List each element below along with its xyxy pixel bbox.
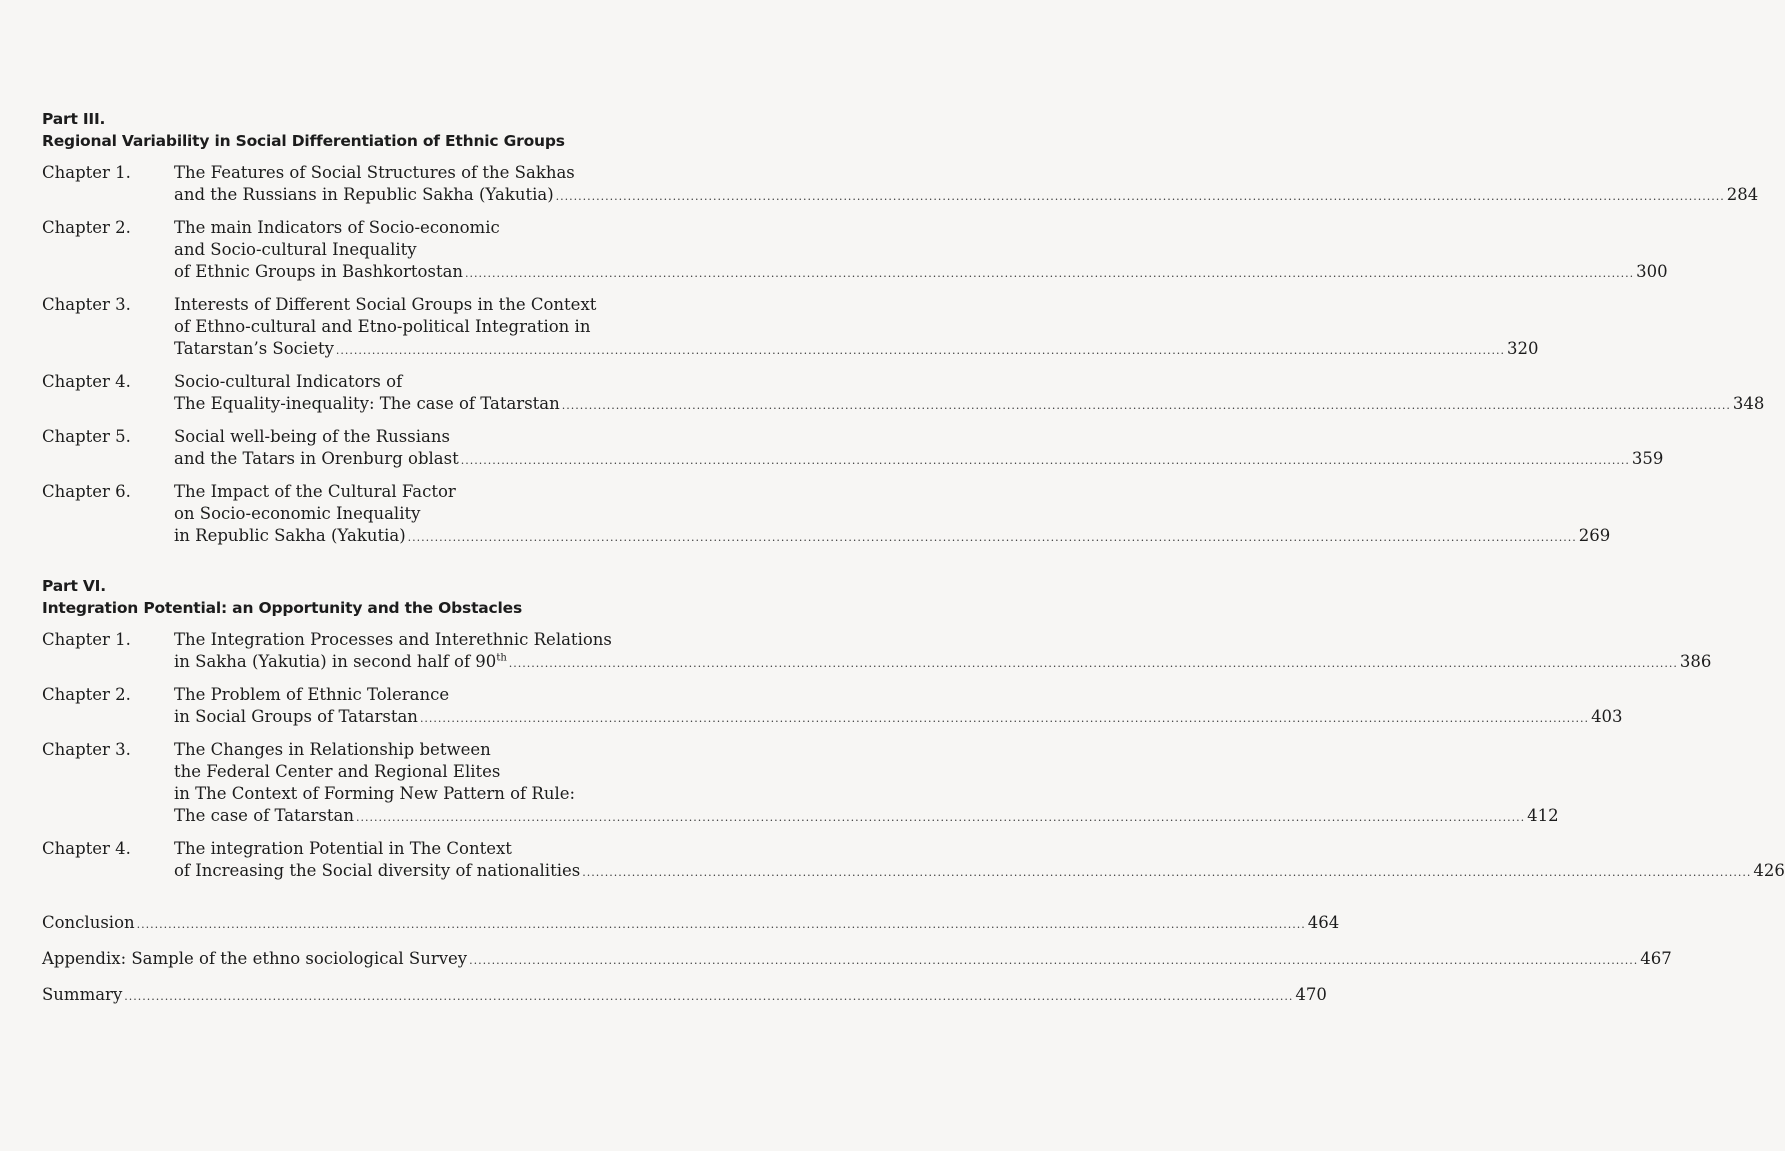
page-number: 269 <box>1578 526 1611 545</box>
chapter-entry <box>42 629 1712 675</box>
page-number: 284 <box>1726 185 1759 204</box>
chapter-title-line: The Impact of the Cultural Factor <box>174 482 456 501</box>
chapter-title-line: Social well-being of the Russians <box>174 427 450 446</box>
chapter-title-line: The Changes in Relationship between <box>174 740 491 759</box>
chapter-last-line <box>174 706 1623 730</box>
chapter-entry <box>42 838 1785 884</box>
chapter-last-line <box>174 448 1663 472</box>
chapter-title-last-text: in Sakha (Yakutia) in second half of 90 <box>174 652 497 671</box>
chapter-title-last <box>174 525 406 547</box>
chapter-last-line <box>174 525 1610 549</box>
end-matter <box>42 912 1672 1008</box>
chapter-title-line: and Socio-cultural Inequality <box>174 240 417 259</box>
page-number: 359 <box>1631 449 1664 468</box>
chapter-title-last-text: in Social Groups of Tatarstan <box>174 707 418 726</box>
chapter-title <box>174 294 1539 362</box>
chapter-title <box>174 838 1785 884</box>
chapter-title-last-text: Tatarstan’s Society <box>174 339 334 358</box>
chapter-title <box>174 371 1764 417</box>
chapter-title-last-text: and the Russians in Republic Sakha (Yakutia) <box>174 185 554 204</box>
chapter-entry <box>42 481 1611 549</box>
chapter-label: Chapter 3. <box>42 740 131 759</box>
chapter-title-last <box>174 706 418 728</box>
chapter-last-line <box>174 261 1668 285</box>
chapter-entry <box>42 162 1759 208</box>
chapter-entry <box>42 371 1765 417</box>
chapter-title-line: Socio-cultural Indicators of <box>174 372 403 391</box>
chapter-title-last <box>174 448 459 470</box>
chapter-title-last <box>174 184 554 206</box>
part-number: Part III. <box>42 110 106 128</box>
page-number: 470 <box>1295 985 1327 1004</box>
chapter-title-last <box>174 860 580 882</box>
chapter-entry <box>42 294 1539 362</box>
page-number: 403 <box>1591 707 1623 726</box>
chapter-title <box>174 162 1758 208</box>
chapter-title-last-text: The Equality-inequality: The case of Tatarstan <box>174 394 560 413</box>
superscript: th <box>496 652 507 664</box>
chapter-label: Chapter 4. <box>42 372 131 391</box>
chapter-title-last-text: and the Tatars in Orenburg oblast <box>174 449 459 468</box>
dot-leader <box>420 708 1589 730</box>
end-matter-title: Conclusion <box>42 913 135 932</box>
chapter-label: Chapter 1. <box>42 163 131 182</box>
end-matter-title: Appendix: Sample of the ethno sociological Survey <box>42 949 468 968</box>
dot-leader <box>465 263 1634 285</box>
chapter-last-line <box>174 184 1758 208</box>
page-number: 300 <box>1636 262 1668 281</box>
chapter-title <box>174 684 1623 730</box>
chapter-label: Chapter 5. <box>42 427 131 446</box>
chapter-label: Chapter 3. <box>42 295 131 314</box>
page-number: 464 <box>1307 913 1340 932</box>
dot-leader <box>124 986 1293 1008</box>
end-matter-title: Summary <box>42 985 123 1004</box>
chapter-label: Chapter 2. <box>42 218 131 237</box>
chapter-title-line: in The Context of Forming New Pattern of Rule: <box>174 784 576 803</box>
toc-parts <box>42 108 1785 884</box>
chapter-list <box>42 162 1765 549</box>
chapter-title-line: the Federal Center and Regional Elites <box>174 762 501 781</box>
chapter-entry <box>42 426 1664 472</box>
chapter-label: Chapter 6. <box>42 482 131 501</box>
chapter-title-last-text: of Ethnic Groups in Bashkortostan <box>174 262 464 281</box>
end-matter-entry <box>42 948 1672 972</box>
chapter-title-line: on Socio-economic Inequality <box>174 504 421 523</box>
dot-leader <box>408 527 1577 549</box>
chapter-title-last-text: The case of Tatarstan <box>174 806 354 825</box>
chapter-title-last-text: of Increasing the Social diversity of nationalities <box>174 861 581 880</box>
part-title: Integration Potential: an Opportunity and the Obstacles <box>42 599 522 617</box>
page-number: 426 <box>1753 861 1785 880</box>
chapter-title-line: The main Indicators of Socio-economic <box>174 218 500 237</box>
chapter-title-last <box>174 338 334 360</box>
chapter-title-last <box>174 805 354 827</box>
end-matter-entry <box>42 912 1340 936</box>
chapter-last-line <box>174 338 1539 362</box>
chapter-title-last <box>174 393 560 415</box>
chapter-title <box>174 629 1711 675</box>
chapter-entry <box>42 217 1668 285</box>
chapter-last-line <box>174 651 1711 675</box>
chapter-entry <box>42 684 1623 730</box>
chapter-last-line <box>174 805 1559 829</box>
table-of-contents <box>42 108 1785 1020</box>
dot-leader <box>356 807 1525 829</box>
chapter-entry <box>42 739 1559 829</box>
chapter-title <box>174 426 1663 472</box>
dot-leader <box>461 450 1630 472</box>
part-title: Regional Variability in Social Differentiation of Ethnic Groups <box>42 132 565 150</box>
chapter-title-line: The integration Potential in The Context <box>174 839 512 858</box>
page-number: 412 <box>1527 806 1559 825</box>
page-number: 348 <box>1732 394 1765 413</box>
chapter-title-line: The Problem of Ethnic Tolerance <box>174 685 450 704</box>
part-number: Part VI. <box>42 577 106 595</box>
chapter-last-line <box>174 393 1764 417</box>
chapter-last-line <box>174 860 1785 884</box>
page-number: 386 <box>1679 652 1712 671</box>
page-number: 467 <box>1640 949 1672 968</box>
dot-leader <box>562 395 1731 417</box>
chapter-title-line: of Ethno-cultural and Etno-political Integration in <box>174 317 591 336</box>
chapter-title-line: Interests of Different Social Groups in the Context <box>174 295 597 314</box>
dot-leader <box>556 186 1725 208</box>
dot-leader <box>137 914 1306 936</box>
chapter-title <box>174 739 1559 829</box>
chapter-title-last-text: in Republic Sakha (Yakutia) <box>174 526 406 545</box>
chapter-list <box>42 629 1785 884</box>
chapter-title-line: The Features of Social Structures of the Sakhas <box>174 163 575 182</box>
page-number: 320 <box>1507 339 1539 358</box>
dot-leader <box>582 862 1751 884</box>
chapter-title <box>174 481 1610 549</box>
chapter-label: Chapter 1. <box>42 630 131 649</box>
dot-leader <box>509 653 1678 675</box>
end-matter-entry <box>42 984 1327 1008</box>
chapter-label: Chapter 2. <box>42 685 131 704</box>
chapter-title-line: The Integration Processes and Interethnic Relations <box>174 630 612 649</box>
chapter-title-last <box>174 651 507 673</box>
dot-leader <box>469 950 1638 972</box>
chapter-label: Chapter 4. <box>42 839 131 858</box>
dot-leader <box>336 340 1505 362</box>
chapter-title <box>174 217 1668 285</box>
chapter-title-last <box>174 261 463 283</box>
